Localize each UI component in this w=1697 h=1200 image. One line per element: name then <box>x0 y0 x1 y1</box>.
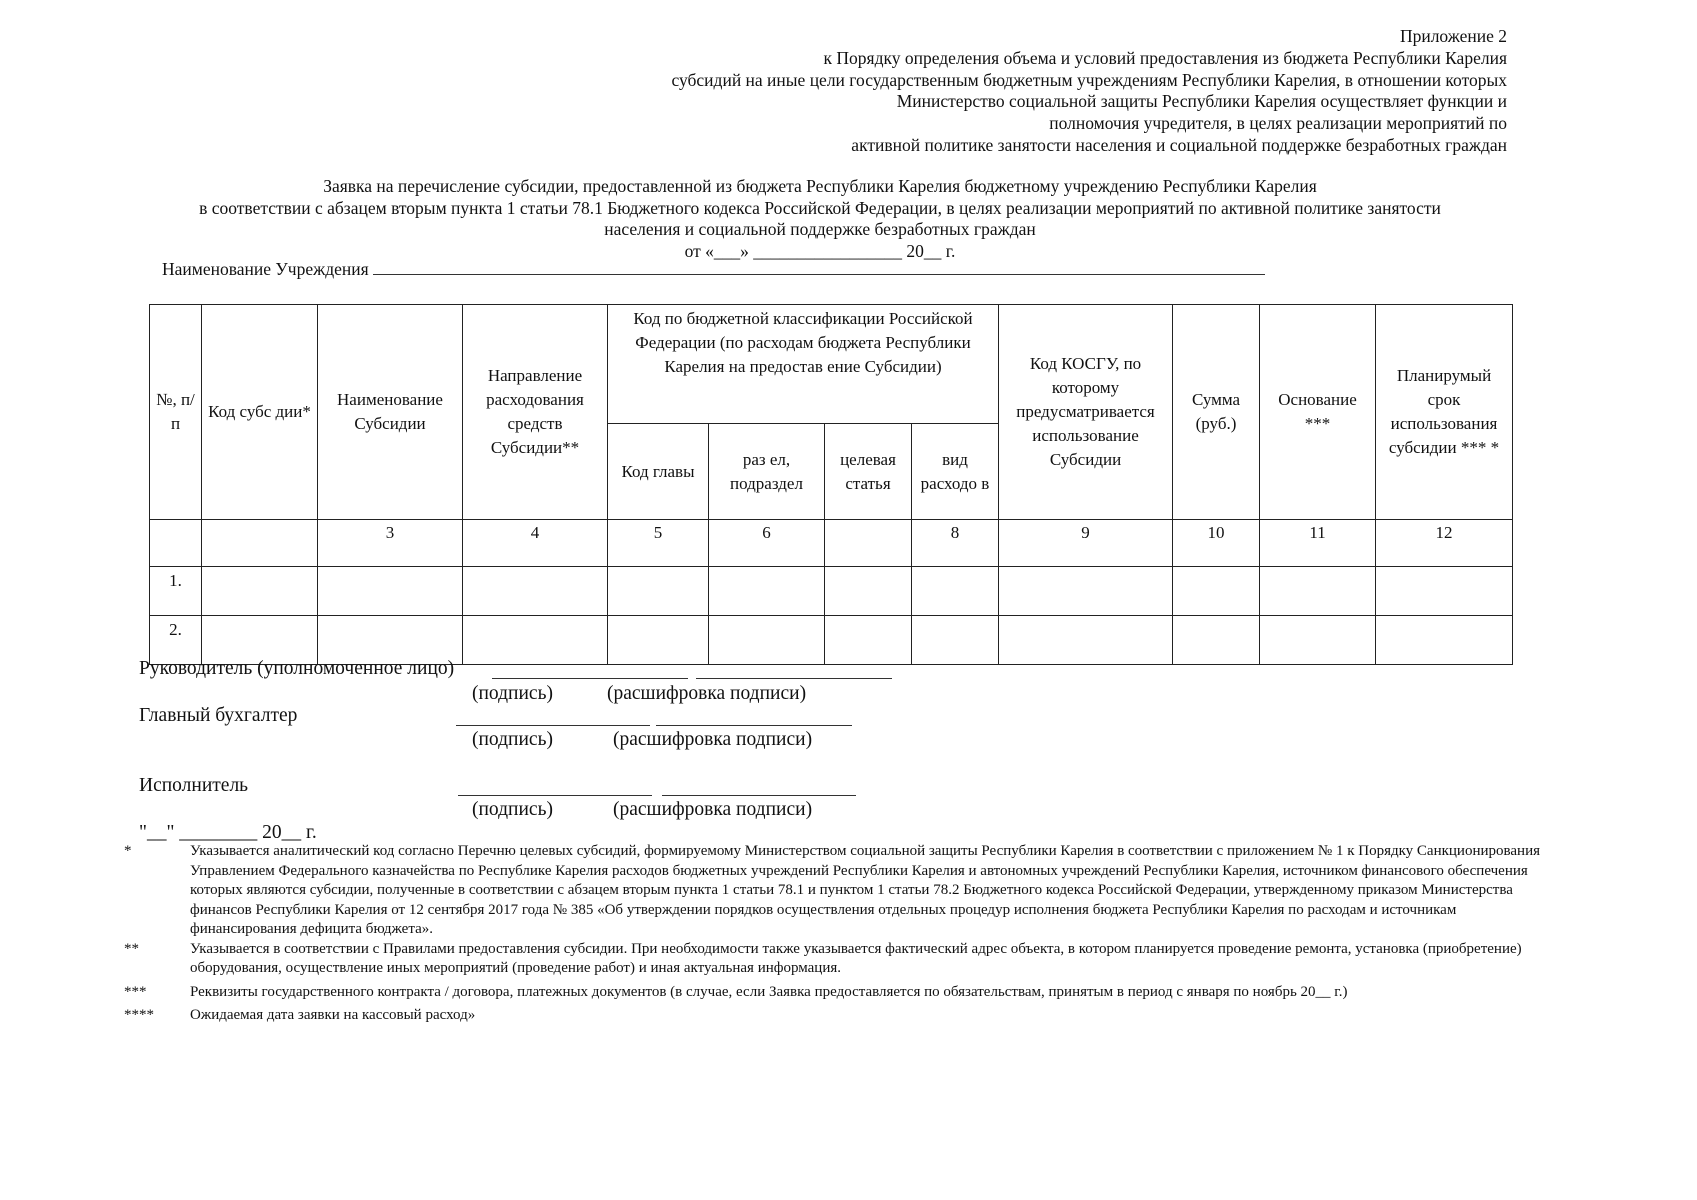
subsidy-request-table <box>149 304 1513 665</box>
footnote <box>122 1006 1542 1026</box>
header-term: Планирумый срок использования субсидии *** * <box>1376 305 1513 520</box>
row-number: 1. <box>150 567 202 616</box>
decoding-caption: (расшифровка подписи) <box>613 799 813 820</box>
footnote-text: Ожидаемая дата заявки на кассовый расход» <box>190 1007 476 1023</box>
column-number: 5 <box>608 520 709 567</box>
table-cell[interactable] <box>1376 616 1513 665</box>
executor-label: Исполнитель <box>139 775 249 796</box>
column-number: 11 <box>1260 520 1376 567</box>
column-number: 9 <box>999 520 1173 567</box>
appendix-line: активной политике занятости населения и социальной поддержке безработных граждан <box>851 134 1507 155</box>
signature-caption: (подпись) <box>472 799 553 820</box>
column-number: 10 <box>1173 520 1260 567</box>
head-decoding-line[interactable] <box>696 678 892 679</box>
table-cell[interactable] <box>709 567 825 616</box>
header-kosgu: Код КОСГУ, по которому предусматривается использование Субсидии <box>999 305 1173 520</box>
executor-signature-line[interactable] <box>458 795 652 796</box>
head-label: Руководитель (уполномоченное лицо) <box>139 658 455 679</box>
column-number: 6 <box>709 520 825 567</box>
footnote-text: Указывается аналитический код согласно Перечню целевых субсидий, формируемому Министерством социальной защиты Республики Карелия в соответствии с приложением № 1 к Порядку Санкционирования Управлением Федерального казначейства по Республике Карелия расходов бюджетных учреждений Республики Карелия и автономных учреждений Республики Карелия, источником финансового обеспечения которых являются субсидии, полученные в соответствии с абзацем вторым пункта 1 статьи 78.1 и пунктом 1 статьи 78.2 Бюджетного кодекса Российской Федерации, утвержденному приказом Министерства финансов Республики Карелия от 12 сентября 2017 года № 385 «Об утверждении порядков осуществления отдельных процедур исполнения бюджета Республики Карелия по расходам и источникам финансирования дефицита бюджета». <box>190 843 1541 937</box>
footnote <box>122 940 1542 979</box>
footnote-mark: * <box>124 843 132 859</box>
institution-label: Наименование Учреждения <box>162 259 369 279</box>
header-direction: Направление расходования средств Субсидии** <box>463 305 608 520</box>
table-cell[interactable] <box>1173 616 1260 665</box>
header-kbk-razdel: раз ел, подраздел <box>709 424 825 520</box>
table-cell[interactable] <box>463 616 608 665</box>
accountant-decoding-line[interactable] <box>656 725 852 726</box>
header-subsidy-code: Код субс дии* <box>202 305 318 520</box>
document-title <box>150 176 1490 262</box>
appendix-line: субсидий на иные цели государственным бюджетным учреждениям Республики Карелия, в отношении которых <box>671 69 1507 90</box>
column-number: 8 <box>912 520 999 567</box>
header-kbk-vid: вид расходо в <box>912 424 999 520</box>
institution-field <box>162 258 1265 280</box>
table-cell[interactable] <box>999 567 1173 616</box>
table-cell[interactable] <box>202 567 318 616</box>
header-num: №, п/ п <box>150 305 202 520</box>
table-cell[interactable] <box>999 616 1173 665</box>
table-cell[interactable] <box>318 567 463 616</box>
footnotes <box>122 842 1542 1026</box>
footnote-mark: *** <box>124 983 147 1000</box>
header-kbk-statya: целевая статья <box>825 424 912 520</box>
footnote-text: Реквизиты государственного контракта / договора, платежных документов (в случае, если Заявка предоставляется по обязательствам, принятым в период с января по ноябрь 20__ г.) <box>190 983 1348 1000</box>
header-budget-classification: Код по бюджетной классификации Российской Федерации (по расходам бюджета Республики Карелия на предостав ение Субсидии) <box>608 305 999 424</box>
table-cell[interactable] <box>1173 567 1260 616</box>
table-cell[interactable] <box>825 567 912 616</box>
appendix-header <box>671 26 1507 157</box>
column-number: 12 <box>1376 520 1513 567</box>
column-number: 3 <box>318 520 463 567</box>
table-cell[interactable] <box>463 567 608 616</box>
head-signature-line[interactable] <box>492 678 688 679</box>
column-number: 4 <box>463 520 608 567</box>
footnote-mark: ** <box>124 940 139 957</box>
header-sum: Сумма (руб.) <box>1173 305 1260 520</box>
decoding-caption: (расшифровка подписи) <box>613 729 813 750</box>
table-cell[interactable] <box>1260 616 1376 665</box>
column-number <box>150 520 202 567</box>
column-numbers-row <box>150 520 1513 567</box>
table-cell[interactable] <box>709 616 825 665</box>
column-number <box>202 520 318 567</box>
title-date-line: от «___» _________________ 20__ г. <box>684 240 956 261</box>
footnote <box>122 983 1542 1003</box>
table-row <box>150 567 1513 616</box>
accountant-signature-line[interactable] <box>456 725 650 726</box>
title-line: в соответствии с абзацем вторым пункта 1 статьи 78.1 Бюджетного кодекса Российской Федерации, в целях реализации мероприятий по активной политике занятости <box>199 197 1441 218</box>
footnote-mark: **** <box>124 1007 154 1023</box>
institution-input-line[interactable] <box>373 258 1265 275</box>
title-line: населения и социальной поддержке безработных граждан <box>604 219 1036 239</box>
appendix-line: Приложение 2 <box>1399 26 1507 46</box>
row-number: 2. <box>150 616 202 665</box>
table-cell[interactable] <box>825 616 912 665</box>
signature-caption: (подпись) <box>472 729 553 750</box>
table-cell[interactable] <box>912 616 999 665</box>
appendix-line: Министерство социальной защиты Республики Карелия осуществляет функции и <box>896 91 1507 112</box>
header-kbk-glava: Код главы <box>608 424 709 520</box>
footnote-text: Указывается в соответствии с Правилами предоставления субсидии. При необходимости также указывается фактический адрес объекта, в котором планируется проведение ремонта, установка (приобретение) оборудования, осуществление иных мероприятий (проведение работ) и иная актуальная информация. <box>190 940 1522 976</box>
title-line: Заявка на перечисление субсидии, предоставленной из бюджета Республики Карелия бюджетному учреждению Республики Карелия <box>323 176 1317 196</box>
table-cell[interactable] <box>608 616 709 665</box>
table-cell[interactable] <box>912 567 999 616</box>
column-number <box>825 520 912 567</box>
date-line: "__" ________ 20__ г. <box>139 822 317 843</box>
footnote <box>122 842 1542 940</box>
table-cell[interactable] <box>608 567 709 616</box>
table-cell[interactable] <box>1376 567 1513 616</box>
table-cell[interactable] <box>1260 567 1376 616</box>
header-basis: Основание *** <box>1260 305 1376 520</box>
appendix-line: полномочия учредителя, в целях реализации мероприятий по <box>1049 113 1507 134</box>
decoding-caption: (расшифровка подписи) <box>607 683 807 704</box>
header-subsidy-name: Наименование Субсидии <box>318 305 463 520</box>
accountant-label: Главный бухгалтер <box>139 705 298 726</box>
executor-decoding-line[interactable] <box>662 795 856 796</box>
appendix-line: к Порядку определения объема и условий предоставления из бюджета Республики Карелия <box>823 47 1507 68</box>
signature-caption: (подпись) <box>472 683 553 704</box>
